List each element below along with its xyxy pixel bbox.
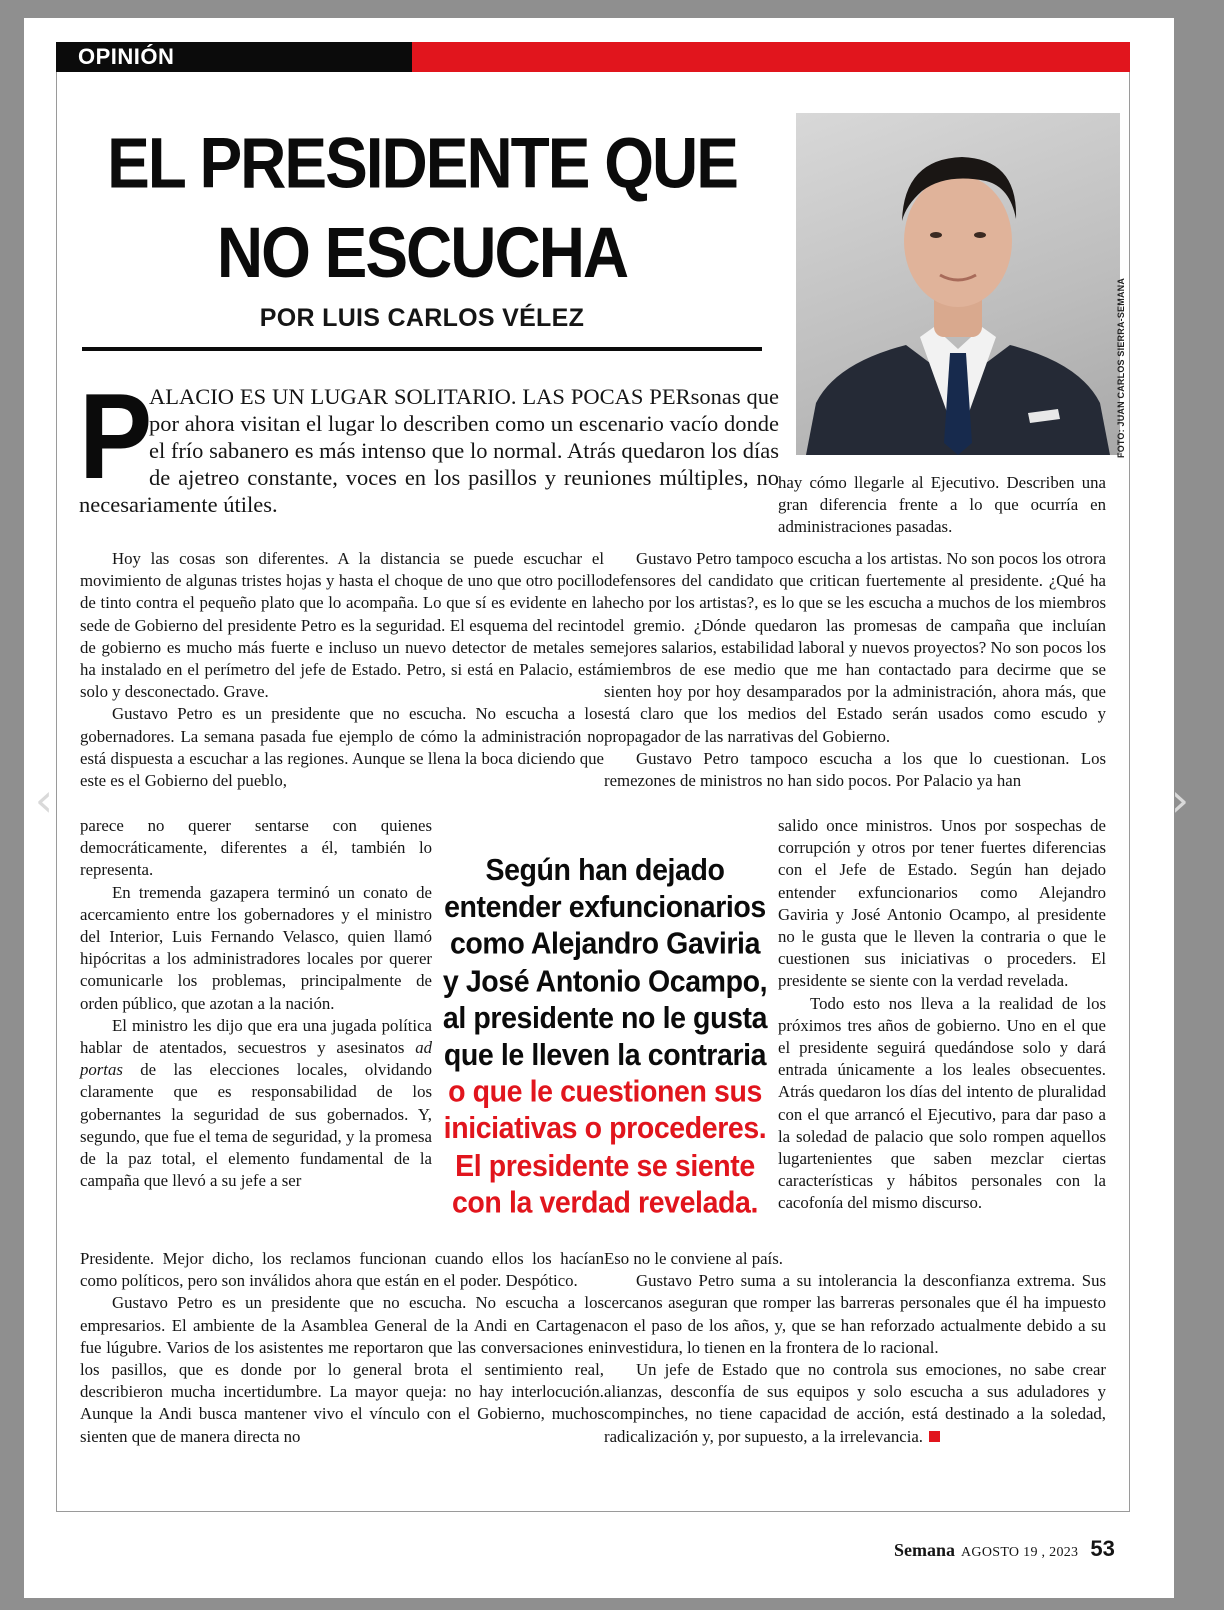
- pull-quote-red: o que le cuestionen sus iniciativas o procederes. El presidente se siente con la verdad revelada.: [443, 1074, 767, 1221]
- section-label: OPINIÓN: [56, 42, 412, 72]
- drop-cap: P: [79, 368, 153, 504]
- pull-quote: [440, 852, 770, 1221]
- paragraph: Gustavo Petro tampoco escucha a los artistas. No son pocos los otrora defensores del candidato que critican fuertemente al presidente. ¿Qué ha hecho por los artistas?, es lo que se les escucha a muchos de los miembros del gremio. ¿Dónde quedaron las promesas de campaña que incluían mejores salarios, estabilidad laboral y nuevos proyectos? No son pocos los miembros de ese medio que me han contactado para decirme que se sienten hoy por hoy desamparados por la administración, ahora más, que está claro que los medios del Estado serán usados como escudo y propagador de las narrativas del Gobierno.: [604, 549, 1106, 746]
- photo-credit: FOTO: JUAN CARLOS SIERRA-SEMANA: [1116, 277, 1126, 458]
- page-footer: [894, 1536, 1129, 1562]
- paragraph: Gustavo Petro suma a su intolerancia la desconfianza extrema. Sus cercanos aseguran que romper las barreras personales que él ha impuesto con el paso de los años, y, que se han reforzado actualmente debido a su investidura, lo tienen en la frontera de lo racional.: [604, 1271, 1106, 1357]
- paragraph: Gustavo Petro es un presidente que no escucha. No escucha a los gobernadores. La semana pasada fue ejemplo de cómo la administración no está dispuesta a escuchar a las regiones. Aunque se llena la boca diciendo que este es el Gobierno del pueblo,: [80, 704, 604, 791]
- section-red-band: [412, 42, 1130, 72]
- headline-line-1: EL PRESIDENTE QUE: [107, 122, 737, 204]
- author-photo: [796, 113, 1120, 455]
- paragraph: Gustavo Petro es un presidente que no escucha. No escucha a los empresarios. El ambiente de la Asamblea General de la Andi en Cartagena fue lúgubre. Varios de los asistentes me reportaron que las conversaciones en los pasillos, que es donde por lo general brota el sentimiento real, describieron mucha incertidumbre. La mayor queja: no hay interlocución. Aunque la Andi busca mantener vivo el vínculo con el Gobierno, muchos sienten que de manera directa no: [80, 1293, 604, 1446]
- prev-page-arrow-icon[interactable]: ‹: [34, 773, 54, 827]
- paragraph: Gustavo Petro tampoco escucha a los que lo cuestionan. Los remezones de ministros no han sido pocos. Por Palacio ya han: [604, 748, 1106, 791]
- page-number: 53: [1090, 1536, 1115, 1561]
- column-2-bottom: [604, 1248, 1106, 1448]
- paragraph: parece no querer sentarse con quienes democráticamente, diferentes a él, también lo representa.: [80, 816, 432, 880]
- text-run: de las elecciones locales, olvidando claramente que es responsabilidad de los gobernantes la seguridad de sus gobernados. Y, segundo, que fue el tema de seguridad, y la promesa de la paz total, el elemento fundamental de la campaña que llevó a su jefe a ser: [80, 1060, 432, 1191]
- paragraph: hay cómo llegarle al Ejecutivo. Describen una gran diferencia frente a lo que ocurría en administraciones pasadas.: [778, 473, 1106, 537]
- column-1-top: [80, 548, 604, 792]
- paragraph: salido once ministros. Unos por sospechas de corrupción y otros por tener fuertes diferencias con el Jefe de Estado. Según han dejado entender exfuncionarios como Alejandro Gaviria y José Antonio Ocampo, al presidente no le gusta que le lleven la contraria o que le cuestionen sus iniciativas o proceders. El presidente se siente con la verdad revelada.: [778, 816, 1106, 991]
- magazine-page: [24, 18, 1174, 1598]
- column-1-narrow: [80, 815, 432, 1192]
- column-2-top: [604, 548, 1106, 792]
- pull-quote-black: Según han dejado entender exfuncionarios como Alejandro Gaviria y José Antonio Ocampo, al presidente no le gusta que le lleven la contraria: [442, 853, 768, 1073]
- text-run: El ministro les dijo que era una jugada política hablar de atentados, secuestros y asesinatos: [80, 1015, 432, 1058]
- byline-rule: [82, 347, 762, 351]
- headline-line-2: NO ESCUCHA: [216, 212, 628, 293]
- headline: [82, 118, 762, 297]
- column-3-top: [778, 472, 1106, 539]
- byline: POR LUIS CARLOS VÉLEZ: [259, 304, 585, 332]
- italic-run: ad portas: [80, 1038, 432, 1080]
- lead-text: ALACIO ES UN LUGAR SOLITARIO. LAS POCAS PERsonas que por ahora visitan el lugar lo describen como un escenario vacío donde el frío sabanero es más intenso que lo normal. Atrás quedaron los días de ajetreo constante, voces en los pasillos y reuniones múltiples, no necesariamente útiles.: [79, 384, 779, 517]
- issue-date: AGOSTO 19 , 2023: [961, 1545, 1079, 1560]
- paragraph: Eso no le conviene al país.: [604, 1249, 783, 1268]
- paragraph: Presidente. Mejor dicho, los reclamos funcionan cuando ellos los hacían como políticos, pero son inválidos ahora que están en el poder. Despótico.: [80, 1249, 604, 1291]
- next-page-arrow-icon[interactable]: ›: [1170, 773, 1190, 827]
- paragraph: Hoy las cosas son diferentes. A la distancia se puede escuchar el movimiento de algunas tristes hojas y hasta el choque de uno que otro pocillo de tinto contra el pequeño plato que lo acompaña. Lo que sí es evidente en la sede de Gobierno del presidente Petro es la seguridad. El esquema del recinto de gobierno es mucho más fuerte e incluso un nuevo detector de metales se ha instalado en el perímetro del jefe de Estado. Petro, si está en Palacio, está solo y desconectado. Grave.: [80, 549, 604, 702]
- paragraph: [604, 1359, 1106, 1448]
- paragraph: [80, 1015, 432, 1193]
- final-paragraph-text: Un jefe de Estado que no controla sus emociones, no sabe crear alianzas, desconfía de sus equipos y solo escucha a sus aduladores y compinches, no tiene capacidad de acción, está destinado a la soledad, radicalización y, por supuesto, a la irrelevancia.: [604, 1360, 1106, 1446]
- column-1-bottom: [80, 1248, 604, 1448]
- paragraph: Todo esto nos lleva a la realidad de los próximos tres años de gobierno. Uno en el que el presidente seguirá quedándose solo y dará entrada únicamente a los leales obsecuentes. Atrás quedaron los días del intento de pluralidad con el que arrancó el Ejecutivo, para dar paso a la soledad de palacio que solo rompen aquellos lugartenientes que saben mezclar ciertas características y hábitos personales con la cacofonía del mismo discurso.: [778, 993, 1106, 1213]
- lead-paragraph: [79, 368, 779, 518]
- paragraph: En tremenda gazapera terminó un conato de acercamiento entre los gobernadores y el ministro del Interior, Luis Fernando Velasco, quien llamó hipócritas a los administradores locales por querer comunicarle los problemas, principalmente de orden público, que azotan a la nación.: [80, 882, 432, 1013]
- magazine-brand: Semana: [894, 1540, 956, 1560]
- end-mark-icon: [929, 1431, 940, 1442]
- section-bar: [56, 42, 1130, 72]
- column-3-narrow: [778, 815, 1106, 1215]
